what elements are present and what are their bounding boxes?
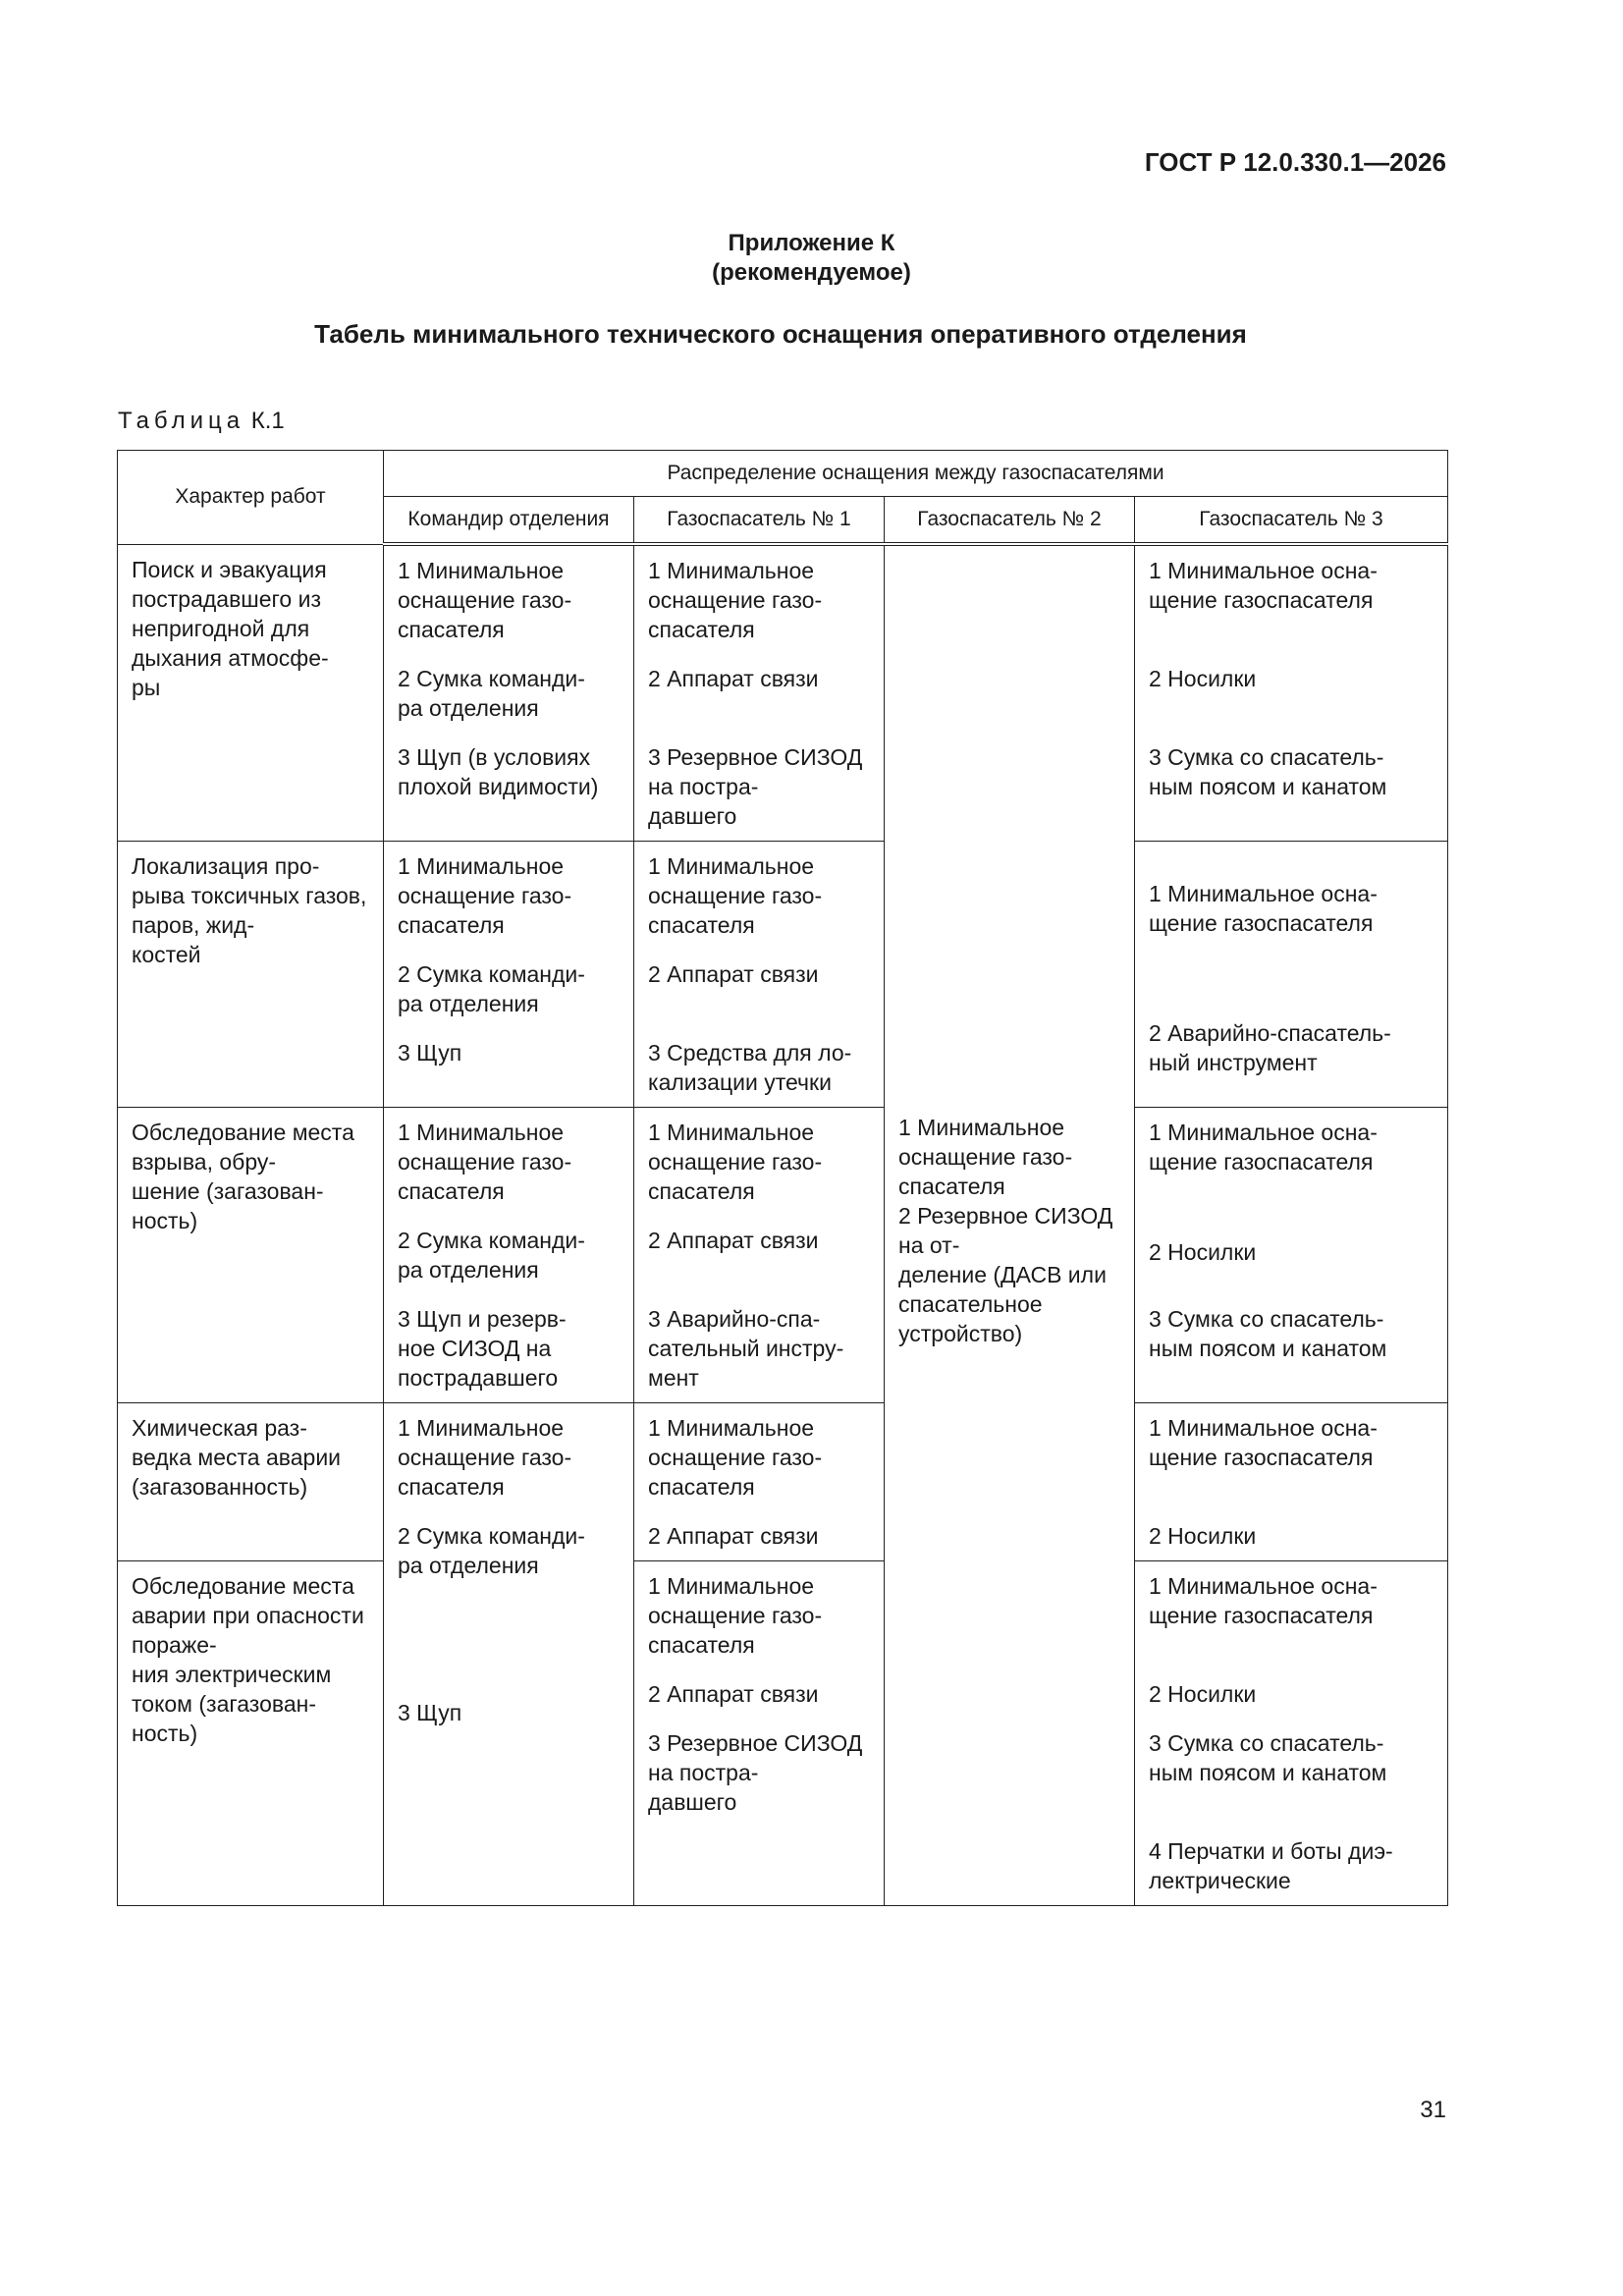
g1-item: 2 Аппарат связи bbox=[634, 1206, 885, 1285]
col-header-commander: Командир отделения bbox=[384, 497, 634, 545]
annex-title: Приложение К bbox=[728, 230, 895, 256]
g1-item bbox=[634, 1817, 885, 1906]
g3-item: 1 Минимальное осна- щение газоспасателя bbox=[1135, 544, 1448, 644]
equipment-table bbox=[117, 450, 1448, 1906]
g1-item: 2 Аппарат связи bbox=[634, 1502, 885, 1561]
commander-item: 1 Минимальное оснащение газо- спасателя bbox=[384, 544, 634, 644]
g1-item: 1 Минимальное оснащение газо- спасателя bbox=[634, 1561, 885, 1661]
table-label-word: Таблица bbox=[118, 408, 245, 434]
col-header-work: Характер работ bbox=[118, 451, 384, 545]
commander-item: 1 Минимальное оснащение газо- спасателя bbox=[384, 842, 634, 941]
g3-item: 1 Минимальное осна- щение газоспасателя bbox=[1135, 1108, 1448, 1207]
g3-item: 2 Аварийно-спасатель- ный инструмент bbox=[1135, 1018, 1448, 1108]
g3-item: 2 Носилки bbox=[1135, 644, 1448, 723]
col-header-distribution: Распределение оснащения между газоспасателями bbox=[384, 451, 1448, 497]
annex-heading bbox=[0, 229, 1623, 288]
g3-item: 3 Сумка со спасатель- ным поясом и канатом bbox=[1135, 1285, 1448, 1403]
col-header-g3: Газоспасатель № 3 bbox=[1135, 497, 1448, 545]
g1-item: 1 Минимальное оснащение газо- спасателя bbox=[634, 544, 885, 644]
g1-item: 3 Аварийно-спа- сательный инстру- мент bbox=[634, 1285, 885, 1403]
table-title: Табель минимального технического оснащения оперативного отделения bbox=[314, 319, 1247, 349]
g1-item: 3 Резервное СИЗОД на постра- давшего bbox=[634, 1709, 885, 1817]
annex-status: (рекомендуемое) bbox=[712, 259, 911, 286]
g3-item: 1 Минимальное осна- щение газоспасателя bbox=[1135, 842, 1448, 1019]
g1-item: 2 Аппарат связи bbox=[634, 1660, 885, 1709]
commander-item: 3 Щуп bbox=[384, 1018, 634, 1108]
commander-item: 1 Минимальное оснащение газо- спасателя bbox=[384, 1108, 634, 1207]
commander-item: 2 Сумка команди- ра отделения bbox=[384, 644, 634, 723]
commander-item: 1 Минимальное оснащение газо- спасателя bbox=[384, 1403, 634, 1503]
g1-item: 2 Аппарат связи bbox=[634, 644, 885, 723]
commander-item: 2 Сумка команди- ра отделения bbox=[384, 1206, 634, 1285]
g3-item: 1 Минимальное осна- щение газоспасателя bbox=[1135, 1561, 1448, 1661]
g1-item: 3 Резервное СИЗОД на постра- давшего bbox=[634, 723, 885, 842]
page-number: 31 bbox=[1420, 2097, 1446, 2123]
commander-item: 3 Щуп и резерв- ное СИЗОД на пострадавшего bbox=[384, 1285, 634, 1403]
g2-cell: 1 Минимальное оснащение газо- спасателя 2 Резервное СИЗОД на от- деление (ДАСВ или спасательное устройство) bbox=[885, 544, 1135, 1906]
g1-item: 1 Минимальное оснащение газо- спасателя bbox=[634, 1108, 885, 1207]
g3-item: 2 Носилки bbox=[1135, 1660, 1448, 1709]
g3-item: 3 Сумка со спасатель- ным поясом и канатом bbox=[1135, 1709, 1448, 1817]
table-label bbox=[118, 408, 285, 435]
work-cell: Поиск и эвакуация пострадавшего из непригодной для дыхания атмосфе- ры bbox=[118, 544, 384, 842]
work-cell: Химическая раз- ведка места аварии (загазованность) bbox=[118, 1403, 384, 1561]
commander-item: 2 Сумка команди- ра отделения 3 Щуп bbox=[384, 1502, 634, 1906]
g1-item: 2 Аппарат связи bbox=[634, 940, 885, 1018]
g1-item: 1 Минимальное оснащение газо- спасателя bbox=[634, 842, 885, 941]
g3-item: 4 Перчатки и боты диэ- лектрические bbox=[1135, 1817, 1448, 1906]
g1-item: 1 Минимальное оснащение газо- спасателя bbox=[634, 1403, 885, 1503]
col-header-g2: Газоспасатель № 2 bbox=[885, 497, 1135, 545]
col-header-g1: Газоспасатель № 1 bbox=[634, 497, 885, 545]
g3-item: 3 Сумка со спасатель- ным поясом и канатом bbox=[1135, 723, 1448, 842]
g3-item: 2 Носилки bbox=[1135, 1502, 1448, 1561]
work-cell: Обследование места аварии при опасности пораже- ния электрическим током (загазован- ность) bbox=[118, 1561, 384, 1906]
table-label-number: К.1 bbox=[250, 408, 285, 434]
work-cell: Локализация про- рыва токсичных газов, паров, жид- костей bbox=[118, 842, 384, 1108]
g1-item: 3 Средства для ло- кализации утечки bbox=[634, 1018, 885, 1108]
commander-item: 3 Щуп (в условиях плохой видимости) bbox=[384, 723, 634, 842]
commander-item: 2 Сумка команди- ра отделения bbox=[384, 940, 634, 1018]
commander-item: 3 Щуп bbox=[398, 1700, 462, 1725]
standard-number: ГОСТ Р 12.0.330.1—2026 bbox=[1144, 147, 1446, 177]
g3-item: 1 Минимальное осна- щение газоспасателя bbox=[1135, 1403, 1448, 1503]
work-cell: Обследование места взрыва, обру- шение (загазован- ность) bbox=[118, 1108, 384, 1403]
g3-item: 2 Носилки bbox=[1135, 1206, 1448, 1285]
